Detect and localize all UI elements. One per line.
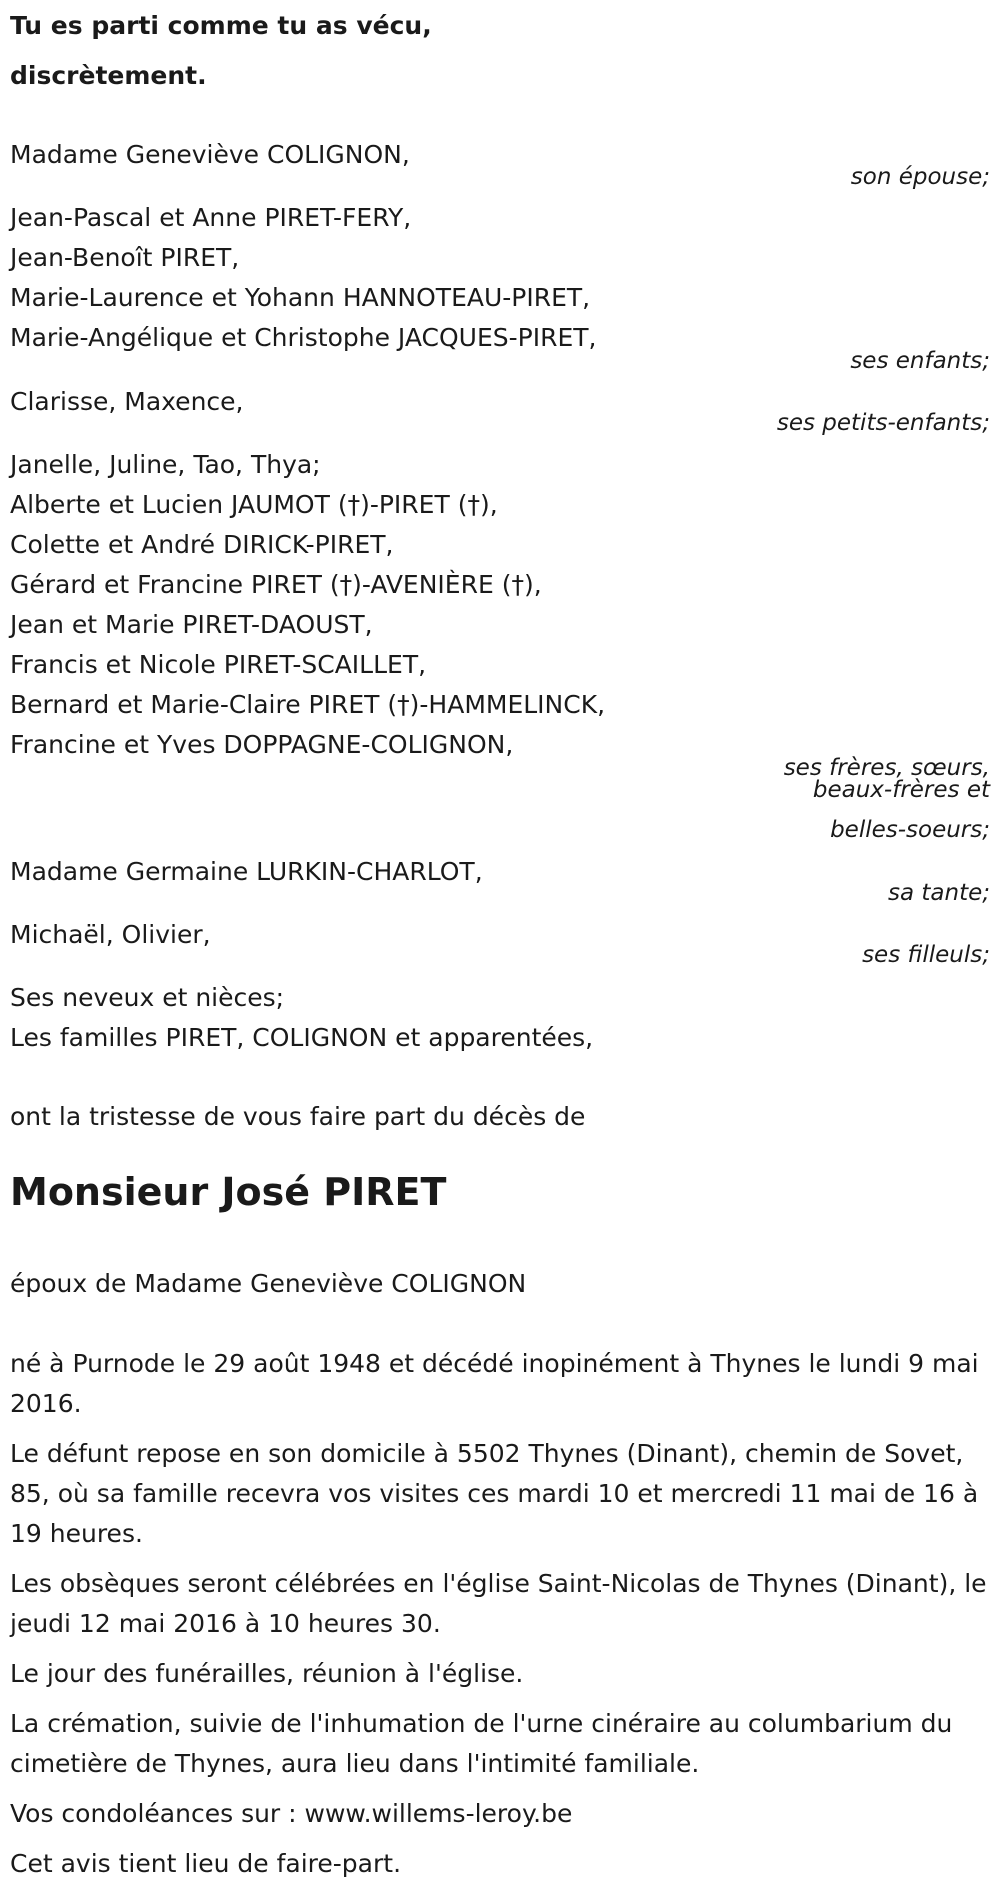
grandchildren-names: Clarisse, Maxence,: [10, 387, 244, 416]
condolences-line: Vos condoléances sur : www.willems-leroy.be: [10, 1799, 573, 1828]
announcement-line: ont la tristesse de vous faire part du décès de: [10, 1102, 586, 1131]
child-4: Marie-Angélique et Christophe JACQUES-PIRET,: [10, 323, 597, 352]
sibling-8: Francine et Yves DOPPAGNE-COLIGNON,: [10, 730, 514, 759]
child-3: Marie-Laurence et Yohann HANNOTEAU-PIRET,: [10, 283, 591, 312]
wife-role: son épouse;: [850, 164, 990, 190]
deceased-name: Monsieur José PIRET: [10, 1170, 447, 1214]
intro-line-1: Tu es parti comme tu as vécu,: [10, 11, 432, 40]
godchildren-names: Michaël, Olivier,: [10, 920, 211, 949]
sibling-2: Alberte et Lucien JAUMOT (†)-PIRET (†),: [10, 490, 498, 519]
aunt-name: Madame Germaine LURKIN-CHARLOT,: [10, 857, 483, 886]
faire-part-line: Cet avis tient lieu de faire-part.: [10, 1849, 402, 1878]
godchildren-role: ses filleuls;: [862, 942, 990, 968]
grandchildren-role: ses petits-enfants;: [776, 410, 990, 436]
cremation-paragraph: La crémation, suivie de l'inhumation de l'urne cinéraire au columbarium du cimetière de Thynes, aura lieu dans l'intimité familiale.: [10, 1709, 953, 1778]
child-1: Jean-Pascal et Anne PIRET-FERY,: [10, 203, 412, 232]
children-role: ses enfants;: [850, 348, 990, 374]
sibling-1: Janelle, Juline, Tao, Thya;: [10, 450, 321, 479]
nephews-line: Ses neveux et nièces;: [10, 983, 285, 1012]
child-2: Jean-Benoît PIRET,: [10, 243, 240, 272]
sibling-5: Jean et Marie PIRET-DAOUST,: [10, 610, 373, 639]
spouse-line: époux de Madame Geneviève COLIGNON: [10, 1269, 527, 1298]
sibling-6: Francis et Nicole PIRET-SCAILLET,: [10, 650, 427, 679]
sibling-3: Colette et André DIRICK-PIRET,: [10, 530, 394, 559]
siblings-role-3: belles-soeurs;: [830, 817, 990, 843]
sibling-7: Bernard et Marie-Claire PIRET (†)-HAMMELINCK,: [10, 690, 606, 719]
siblings-role-2: beaux-frères et: [812, 777, 990, 803]
visitation-paragraph: Le défunt repose en son domicile à 5502 Thynes (Dinant), chemin de Sovet, 85, où sa famille recevra vos visites ces mardi 10 et mercredi 11 mai de 16 à 19 heures.: [10, 1439, 979, 1548]
intro-line-2: discrètement.: [10, 61, 207, 90]
meeting-paragraph: Le jour des funérailles, réunion à l'église.: [10, 1659, 524, 1688]
families-line: Les familles PIRET, COLIGNON et apparentées,: [10, 1023, 594, 1052]
funeral-paragraph: Les obsèques seront célébrées en l'église Saint-Nicolas de Thynes (Dinant), le jeudi 12 mai 2016 à 10 heures 30.: [10, 1569, 987, 1638]
sibling-4: Gérard et Francine PIRET (†)-AVENIÈRE (†),: [10, 570, 542, 599]
wife-name: Madame Geneviève COLIGNON,: [10, 140, 410, 169]
siblings-role-1: ses frères, sœurs,: [783, 755, 990, 781]
birth-death-paragraph: né à Purnode le 29 août 1948 et décédé inopinément à Thynes le lundi 9 mai 2016.: [10, 1349, 979, 1418]
aunt-role: sa tante;: [888, 880, 990, 906]
